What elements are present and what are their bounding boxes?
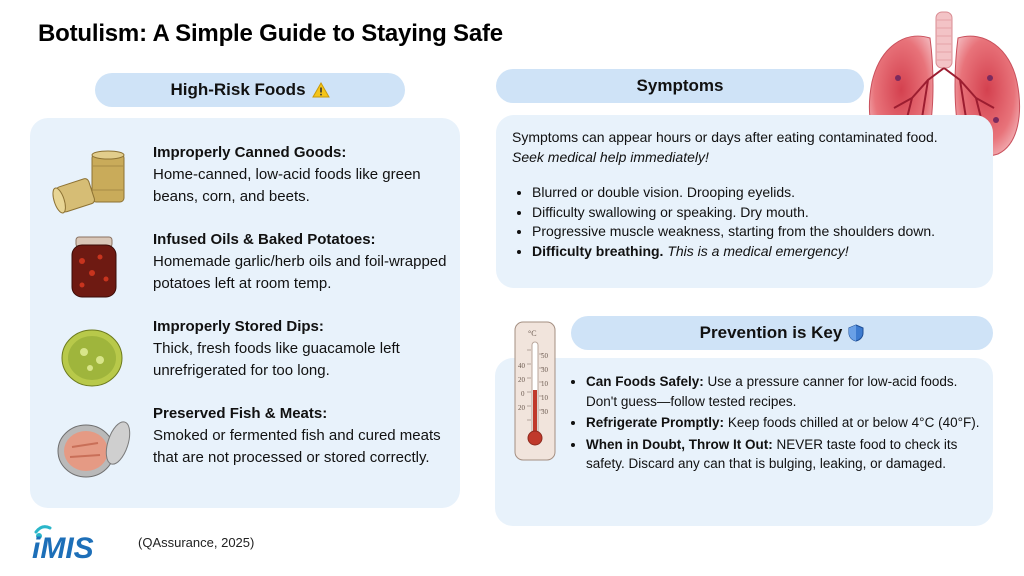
food-title: Infused Oils & Baked Potatoes: [153, 231, 376, 248]
logo-text: iMIS [32, 532, 94, 564]
symptoms-panel [496, 115, 993, 288]
thermometer-tick: 10 [541, 394, 548, 402]
symptom-item: • Blurred or double vision. Drooping eyelids. [532, 183, 1002, 203]
symptoms-title: Symptoms [636, 76, 724, 95]
food-title: Preserved Fish & Meats: [153, 405, 328, 422]
food-title: Improperly Canned Goods: [153, 144, 347, 161]
food-item-canned-goods [30, 142, 470, 222]
guacamole-bowl-image [52, 324, 134, 388]
prevention-item-bold: When in Doubt, Throw It Out: [586, 436, 773, 452]
prevention-item-text: NEVER taste food to check its safety. Discard any can that is bulging, leaking, or damaged. [586, 436, 958, 471]
prevention-item [586, 372, 986, 411]
food-title: Improperly Stored Dips: [153, 318, 324, 335]
thermometer-tick: 50 [541, 352, 548, 360]
symptoms-intro-emphasis: Seek medical help immediately! [512, 149, 709, 165]
warning-icon [312, 82, 330, 98]
symptom-emergency-bold: Difficulty breathing. [532, 242, 664, 259]
thermometer-image [513, 320, 557, 462]
food-description: Smoked or fermented fish and cured meats that are not processed or stored correctly. [153, 427, 441, 466]
food-description: Homemade garlic/herb oils and foil-wrapped potatoes left at room temp. [153, 253, 447, 292]
prevention-item-text: Use a pressure canner for low-acid foods. Don't guess—follow tested recipes. [586, 374, 958, 409]
prevention-item [586, 413, 986, 433]
prevention-item-text: Keep foods chilled at or below 4°C (40°F). [727, 415, 980, 430]
prevention-list [569, 372, 986, 476]
symptom-item: • Progressive muscle weakness, starting from the shoulders down. [532, 222, 1002, 242]
food-description: Home-canned, low-acid foods like green beans, corn, and beets. [153, 166, 421, 205]
food-item-fish-meats [30, 403, 470, 483]
chili-oil-jar-image [52, 235, 134, 299]
symptom-item-emergency [532, 242, 1002, 262]
prevention-header [571, 316, 993, 350]
thermometer-tick: 0 [521, 390, 525, 398]
food-item-infused-oils [30, 229, 470, 309]
high-risk-foods-title: High-Risk Foods [170, 80, 306, 99]
prevention-item-bold: Refrigerate Promptly: [586, 415, 725, 430]
thermometer-tick: 30 [541, 408, 548, 416]
symptoms-intro-text: Symptoms can appear hours or days after eating contaminated food. [512, 129, 938, 145]
symptoms-header [496, 69, 864, 103]
canned-fish-image [52, 417, 134, 481]
shield-icon [848, 324, 864, 342]
symptom-item: • Difficulty swallowing or speaking. Dry mouth. [532, 203, 1002, 223]
thermometer-tick: 30 [541, 366, 548, 374]
thermometer-tick: 40 [518, 362, 525, 370]
thermometer-tick: 20 [518, 376, 525, 384]
symptoms-intro [512, 127, 972, 167]
thermometer-tick: 20 [518, 404, 525, 412]
thermometer-scale-label: °C [528, 329, 537, 338]
prevention-item-bold: Can Foods Safely: [586, 374, 704, 389]
food-description: Thick, fresh foods like guacamole left unrefrigerated for too long. [153, 340, 400, 379]
high-risk-foods-header [95, 73, 405, 107]
prevention-item [586, 435, 986, 474]
page-title: Botulism: A Simple Guide to Staying Safe [38, 20, 503, 47]
prevention-title: Prevention is Key [699, 323, 843, 342]
source-credit: (QAssurance, 2025) [138, 535, 255, 550]
high-risk-foods-panel [30, 118, 460, 508]
food-item-dips [30, 316, 470, 396]
prevention-panel [495, 358, 993, 526]
symptoms-list [512, 183, 1002, 261]
imis-logo [30, 522, 120, 564]
thermometer-tick: 10 [541, 380, 548, 388]
tin-cans-image [52, 150, 134, 214]
symptom-emergency-note: This is a medical emergency! [667, 242, 849, 259]
